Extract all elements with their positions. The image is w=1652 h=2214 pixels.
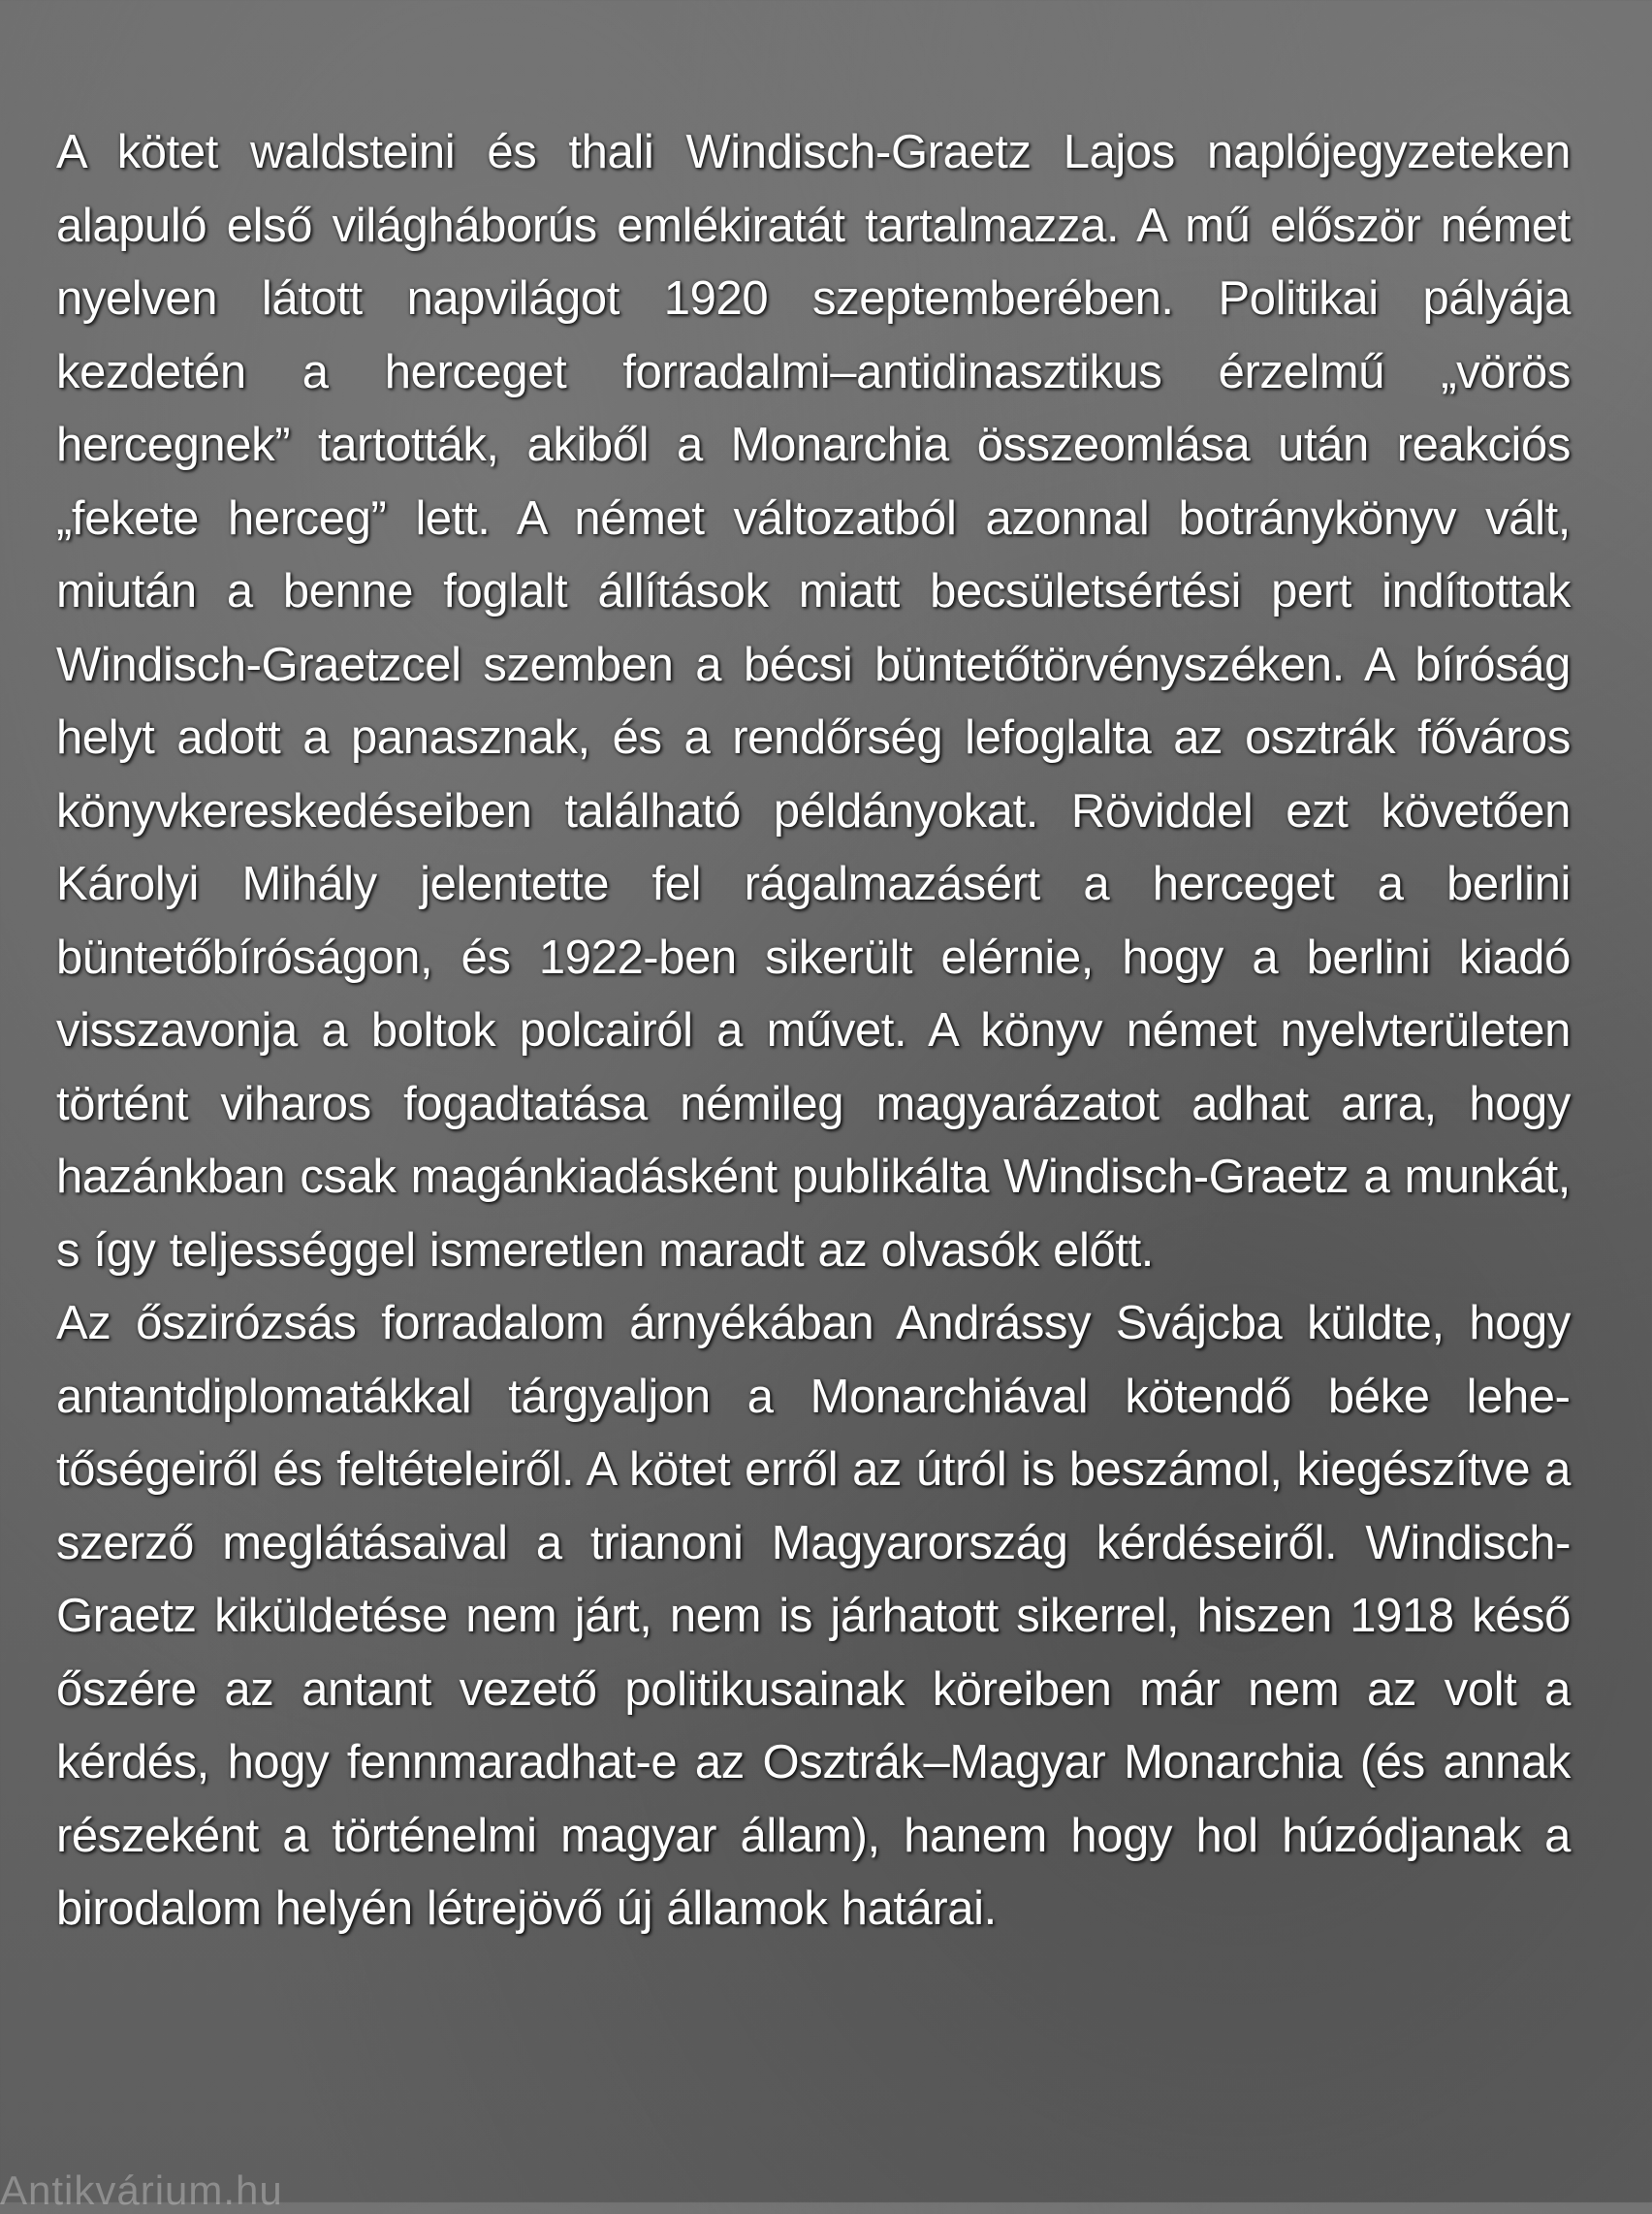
- paragraph-1: A kötet waldsteini és thali Windisch-Graetz Lajos naplójegyzeteken alapuló első világháborús emlékiratát tartalmazza. A mű először német nyelven látott napvilágot 1920 szeptemberében. Politikai pályája kezdetén a herceget forradalmi–antidinasztikus érzelmű „vörös hercegnek” tartották, akiből a Monarchia összeomlása után reakciós „fekete herceg” lett. A német változatból azonnal botránykönyv vált, miután a benne foglalt állítások miatt becsületsértési pert indítottak Windisch-Graetzcel szemben a bécsi büntetőtörvényszéken. A bíróság helyt adott a panasznak, és a rendőrség lefoglalta az osztrák főváros könyvkereskedéseiben található példányokat. Röviddel ezt követően Károlyi Mihály jelentette fel rágalmazásért a herceget a berlini büntetőbíróságon, és 1922-ben sikerült elérnie, hogy a berlini kiadó visszavonja a boltok polcairól a művet. A könyv német nyelvterületen történt viharos fogadtatása némileg magyarázatot adhat arra, hogy hazánkban csak magánkiadásként publikálta Windisch-Graetz a munkát, s így teljességgel ismeretlen maradt az olvasók előtt.: [56, 126, 1571, 1277]
- back-cover-text: [56, 116, 1571, 1946]
- watermark: Antikvárium.hu: [0, 2167, 283, 2213]
- paragraph-2: Az őszirózsás forradalom árnyékában Andrássy Svájcba küldte, hogy antantdiplomatákkal tárgyaljon a Monarchiával kötendő béke lehetőségeiről és feltételeiről. A kötet erről az útról is beszámol, kiegészítve a szerző meglátásaival a trianoni Magyarország kérdéseiről. Windisch-Graetz kiküldetése nem járt, nem is járhatott sikerrel, hiszen 1918 késő őszére az antant vezető politikusainak köreiben már nem az volt a kérdés, hogy fennmaradhat-e az Osztrák–Magyar Monarchia (és annak részeként a történelmi magyar állam), hanem hogy hol húzódjanak a birodalom helyén létrejövő új államok határai.: [56, 1297, 1571, 1935]
